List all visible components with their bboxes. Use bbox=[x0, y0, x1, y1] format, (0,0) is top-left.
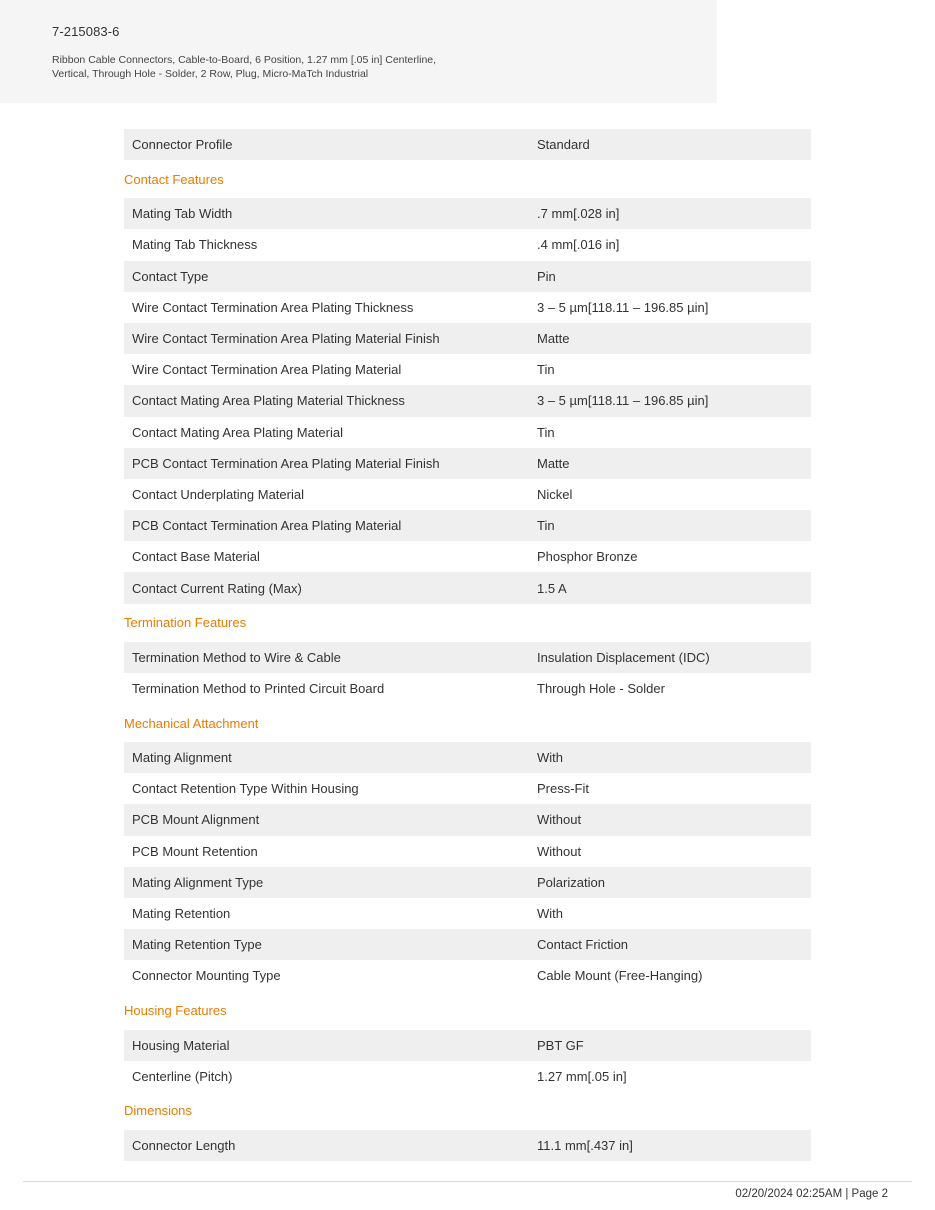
spec-value: Polarization bbox=[537, 874, 605, 890]
description-line-2: Vertical, Through Hole - Solder, 2 Row, Plug, Micro-MaTch Industrial bbox=[52, 67, 369, 80]
spec-label: Wire Contact Termination Area Plating Thickness bbox=[132, 299, 414, 315]
spec-row-connector-profile bbox=[124, 129, 811, 160]
spec-value: With bbox=[537, 750, 563, 766]
section-title-termination-features: Termination Features bbox=[124, 615, 247, 631]
spec-value: 1.5 A bbox=[537, 580, 567, 596]
spec-value: Pin bbox=[537, 268, 556, 284]
spec-value: Tin bbox=[537, 424, 555, 440]
spec-value: With bbox=[537, 906, 563, 922]
spec-label: Mating Tab Width bbox=[132, 206, 233, 222]
section-title-housing-features: Housing Features bbox=[124, 1003, 227, 1018]
spec-label: PCB Mount Alignment bbox=[132, 812, 260, 828]
footer-divider bbox=[23, 1181, 912, 1182]
spec-row-contact-mating-area-plating-material bbox=[124, 417, 811, 448]
description-line-1: Ribbon Cable Connectors, Cable-to-Board, 6 Position, 1.27 mm [.05 in] Centerline, bbox=[52, 54, 437, 66]
spec-label: Connector Mounting Type bbox=[132, 968, 281, 984]
spec-value: 11.1 mm[.437 in] bbox=[537, 1137, 633, 1153]
spec-label: Contact Mating Area Plating Material bbox=[132, 424, 343, 440]
spec-label: Mating Tab Thickness bbox=[132, 237, 258, 253]
spec-row-contact-retention-type-within-housing bbox=[124, 773, 811, 804]
spec-row-pcb-contact-termination-area-plating-material bbox=[124, 510, 811, 541]
spec-row-pcb-mount-retention bbox=[124, 836, 811, 867]
spec-value: 1.27 mm[.05 in] bbox=[537, 1068, 627, 1084]
specifications-table bbox=[124, 129, 811, 1161]
spec-value: Contact Friction bbox=[537, 937, 629, 953]
document-header bbox=[0, 0, 717, 103]
spec-row-connector-mounting-type bbox=[124, 960, 811, 991]
spec-value: Without bbox=[537, 843, 582, 859]
spec-row-mating-tab-width bbox=[124, 198, 811, 229]
spec-label: Wire Contact Termination Area Plating Material Finish bbox=[132, 331, 440, 347]
spec-row-termination-method-to-printed-circuit-board bbox=[124, 673, 811, 704]
section-title-contact-features: Contact Features bbox=[124, 171, 224, 187]
spec-row-mating-retention bbox=[124, 898, 811, 929]
spec-row-contact-type bbox=[124, 261, 811, 292]
spec-label: Connector Length bbox=[132, 1137, 236, 1153]
spec-row-termination-method-to-wire-cable bbox=[124, 642, 811, 673]
spec-value: .7 mm[.028 in] bbox=[537, 206, 620, 222]
spec-label: Connector Profile bbox=[132, 137, 233, 153]
spec-value: Press-Fit bbox=[537, 781, 589, 797]
section-title-mechanical-attachment: Mechanical Attachment bbox=[124, 715, 259, 731]
spec-row-mating-alignment-type bbox=[124, 867, 811, 898]
spec-label: Mating Retention Type bbox=[132, 937, 262, 953]
spec-row-wire-contact-termination-area-plating-material-finish bbox=[124, 323, 811, 354]
spec-label: Contact Retention Type Within Housing bbox=[132, 781, 359, 797]
spec-row-wire-contact-termination-area-plating-thickness bbox=[124, 292, 811, 323]
spec-label: PCB Contact Termination Area Plating Material Finish bbox=[132, 455, 440, 471]
spec-value: Cable Mount (Free-Hanging) bbox=[537, 968, 703, 984]
spec-label: Housing Material bbox=[132, 1037, 230, 1053]
spec-row-contact-current-rating-max bbox=[124, 572, 811, 603]
spec-label: Termination Method to Printed Circuit Board bbox=[132, 680, 385, 696]
spec-row-contact-underplating-material bbox=[124, 479, 811, 510]
spec-row-mating-alignment bbox=[124, 742, 811, 773]
spec-value: Matte bbox=[537, 455, 570, 471]
spec-value: PBT GF bbox=[537, 1037, 584, 1053]
spec-label: Contact Mating Area Plating Material Thickness bbox=[132, 393, 405, 409]
spec-label: Mating Retention bbox=[132, 906, 231, 922]
spec-row-housing-material bbox=[124, 1030, 811, 1061]
spec-value: Insulation Displacement (IDC) bbox=[537, 649, 710, 665]
spec-value: 3 – 5 µm[118.11 – 196.85 µin] bbox=[537, 299, 709, 315]
spec-value: Through Hole - Solder bbox=[537, 680, 665, 696]
spec-row-wire-contact-termination-area-plating-material bbox=[124, 354, 811, 385]
spec-label: PCB Mount Retention bbox=[132, 843, 258, 859]
spec-value: Tin bbox=[537, 518, 555, 534]
spec-label: Contact Base Material bbox=[132, 549, 260, 565]
spec-row-pcb-mount-alignment bbox=[124, 804, 811, 835]
spec-value: Without bbox=[537, 812, 582, 828]
spec-row-pcb-contact-termination-area-plating-material-finish bbox=[124, 448, 811, 479]
spec-value: Phosphor Bronze bbox=[537, 549, 638, 565]
spec-label: PCB Contact Termination Area Plating Material bbox=[132, 518, 402, 534]
product-description bbox=[52, 54, 492, 81]
footer-timestamp-page: 02/20/2024 02:25AM | Page 2 bbox=[735, 1188, 888, 1200]
spec-label: Wire Contact Termination Area Plating Material bbox=[132, 362, 402, 378]
spec-value: .4 mm[.016 in] bbox=[537, 237, 620, 253]
section-title-dimensions: Dimensions bbox=[124, 1103, 192, 1119]
part-number: 7-215083-6 bbox=[52, 24, 120, 39]
spec-row-contact-base-material bbox=[124, 541, 811, 572]
spec-label: Contact Current Rating (Max) bbox=[132, 580, 302, 596]
spec-label: Centerline (Pitch) bbox=[132, 1068, 233, 1084]
spec-value: 3 – 5 µm[118.11 – 196.85 µin] bbox=[537, 393, 709, 409]
spec-label: Mating Alignment Type bbox=[132, 874, 264, 890]
spec-label: Contact Type bbox=[132, 268, 209, 284]
spec-row-contact-mating-area-plating-material-thickness bbox=[124, 385, 811, 416]
spec-row-centerline-pitch bbox=[124, 1061, 811, 1092]
spec-row-connector-length bbox=[124, 1130, 811, 1161]
spec-label: Contact Underplating Material bbox=[132, 486, 304, 502]
spec-value: Nickel bbox=[537, 486, 573, 502]
spec-row-mating-retention-type bbox=[124, 929, 811, 960]
spec-value: Standard bbox=[537, 137, 590, 153]
spec-row-mating-tab-thickness bbox=[124, 229, 811, 260]
spec-label: Mating Alignment bbox=[132, 750, 232, 766]
spec-value: Tin bbox=[537, 362, 555, 378]
spec-value: Matte bbox=[537, 331, 570, 347]
spec-label: Termination Method to Wire & Cable bbox=[132, 649, 341, 665]
